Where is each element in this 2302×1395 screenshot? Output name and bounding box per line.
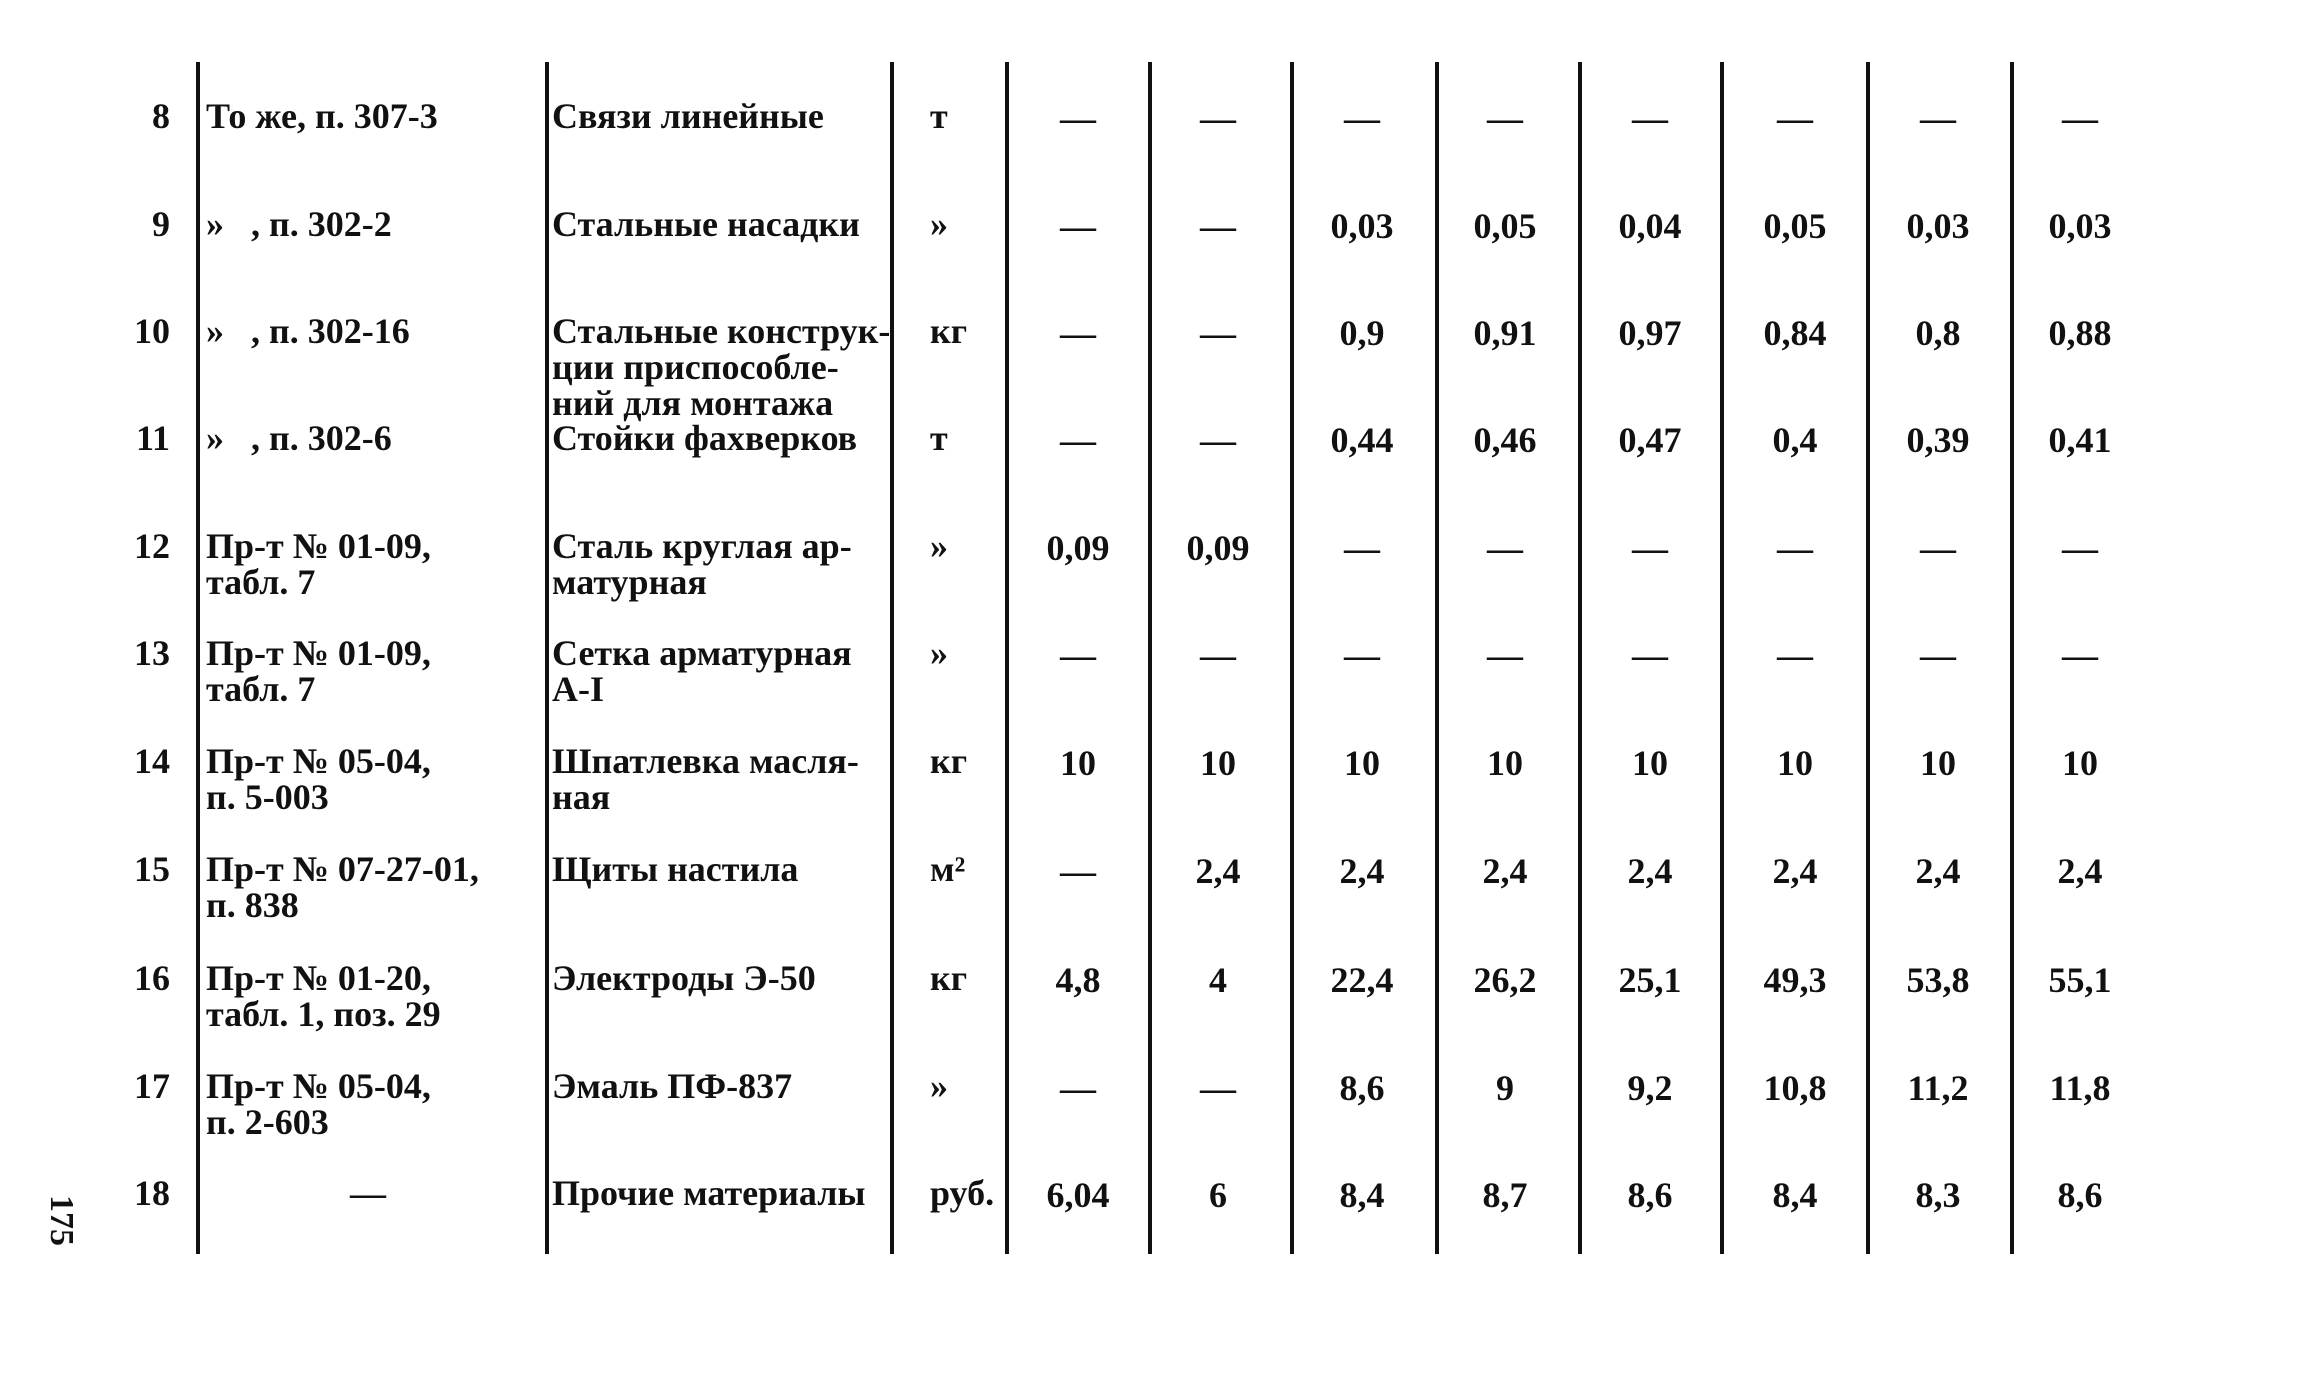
value-cell: 22,4	[1330, 960, 1394, 1000]
source-reference: —	[350, 1173, 386, 1213]
value-cell: —	[1487, 98, 1523, 138]
value-cell: —	[1200, 98, 1236, 138]
value-cell: 4,8	[1055, 960, 1101, 1000]
source-reference: Пр-т № 05-04, п. 2-603	[206, 1066, 431, 1142]
column-rule	[1720, 62, 1724, 1254]
value-cell: —	[1060, 313, 1096, 353]
material-name: Связи линейные	[552, 96, 824, 136]
value-cell: 2,4	[2057, 851, 2103, 891]
value-cell: —	[1777, 635, 1813, 675]
source-reference: » , п. 302-16	[206, 311, 410, 351]
column-rule	[1290, 62, 1294, 1254]
unit: »	[930, 204, 948, 244]
value-cell: 49,3	[1763, 960, 1827, 1000]
value-cell: 10	[1060, 743, 1096, 783]
value-cell: —	[1200, 313, 1236, 353]
value-cell: 11,2	[1907, 1068, 1969, 1108]
source-reference: » , п. 302-2	[206, 204, 392, 244]
value-cell: 0,05	[1473, 206, 1537, 246]
column-rule	[890, 62, 894, 1254]
value-cell: 0,44	[1330, 420, 1394, 460]
unit: кг	[930, 311, 968, 351]
value-cell: —	[1200, 635, 1236, 675]
value-cell: —	[2062, 528, 2098, 568]
column-rule	[1578, 62, 1582, 1254]
value-cell: —	[1344, 528, 1380, 568]
source-reference: » , п. 302-6	[206, 418, 392, 458]
source-reference: То же, п. 307-3	[206, 96, 438, 136]
value-cell: 8,6	[1339, 1068, 1385, 1108]
value-cell: —	[1200, 206, 1236, 246]
value-cell: 0,97	[1618, 313, 1682, 353]
value-cell: —	[1060, 1068, 1096, 1108]
row-number: 12	[134, 526, 170, 566]
value-cell: —	[2062, 635, 2098, 675]
value-cell: 25,1	[1618, 960, 1682, 1000]
value-cell: 11,8	[2049, 1068, 2111, 1108]
column-rule	[2010, 62, 2014, 1254]
row-number: 11	[135, 418, 170, 458]
value-cell: 0,03	[1330, 206, 1394, 246]
value-cell: 9	[1496, 1068, 1514, 1108]
row-number: 17	[134, 1066, 170, 1106]
unit: »	[930, 633, 948, 673]
value-cell: 8,6	[2057, 1175, 2103, 1215]
column-rule	[196, 62, 200, 1254]
value-cell: 10	[1200, 743, 1236, 783]
value-cell: 10	[2062, 743, 2098, 783]
row-number: 14	[134, 741, 170, 781]
value-cell: —	[1920, 98, 1956, 138]
value-cell: 0,88	[2048, 313, 2112, 353]
unit: »	[930, 526, 948, 566]
value-cell: 55,1	[2048, 960, 2112, 1000]
value-cell: 8,4	[1339, 1175, 1385, 1215]
value-cell: —	[1060, 635, 1096, 675]
value-cell: —	[1487, 528, 1523, 568]
value-cell: 0,04	[1618, 206, 1682, 246]
value-cell: 10	[1777, 743, 1813, 783]
material-name: Электроды Э-50	[552, 958, 816, 998]
value-cell: 0,47	[1618, 420, 1682, 460]
value-cell: —	[1060, 851, 1096, 891]
row-number: 9	[152, 204, 170, 244]
value-cell: —	[1060, 420, 1096, 460]
value-cell: 0,46	[1473, 420, 1537, 460]
value-cell: 0,05	[1763, 206, 1827, 246]
material-name: Эмаль ПФ-837	[552, 1066, 793, 1106]
value-cell: —	[1632, 98, 1668, 138]
column-rule	[1866, 62, 1870, 1254]
value-cell: 0,09	[1046, 528, 1110, 568]
unit: т	[930, 96, 948, 136]
value-cell: 9,2	[1627, 1068, 1673, 1108]
source-reference: Пр-т № 01-09, табл. 7	[206, 526, 431, 602]
value-cell: —	[1060, 98, 1096, 138]
value-cell: 6,04	[1046, 1175, 1110, 1215]
value-cell: 0,39	[1906, 420, 1970, 460]
source-reference: Пр-т № 05-04, п. 5-003	[206, 741, 431, 817]
value-cell: 0,9	[1339, 313, 1385, 353]
value-cell: —	[1777, 98, 1813, 138]
value-cell: 6	[1209, 1175, 1227, 1215]
unit: м²	[930, 849, 966, 889]
column-rule	[545, 62, 549, 1254]
value-cell: 2,4	[1915, 851, 1961, 891]
value-cell: 2,4	[1482, 851, 1528, 891]
value-cell: —	[2062, 98, 2098, 138]
value-cell: —	[1920, 635, 1956, 675]
material-name: Сталь круглая ар- матурная	[552, 526, 852, 602]
unit: кг	[930, 958, 968, 998]
unit: т	[930, 418, 948, 458]
column-rule	[1435, 62, 1439, 1254]
value-cell: —	[1920, 528, 1956, 568]
material-name: Стойки фахверков	[552, 418, 858, 458]
value-cell: 10	[1920, 743, 1956, 783]
value-cell: 0,09	[1186, 528, 1250, 568]
row-number: 15	[134, 849, 170, 889]
value-cell: 0,8	[1915, 313, 1961, 353]
value-cell: 8,7	[1482, 1175, 1528, 1215]
value-cell: 0,41	[2048, 420, 2112, 460]
value-cell: 0,03	[1906, 206, 1970, 246]
row-number: 18	[134, 1173, 170, 1213]
material-name: Стальные насадки	[552, 204, 860, 244]
row-number: 16	[134, 958, 170, 998]
page-number: 175	[43, 1195, 80, 1246]
value-cell: —	[1777, 528, 1813, 568]
value-cell: 10	[1632, 743, 1668, 783]
column-rule	[1148, 62, 1152, 1254]
unit: кг	[930, 741, 968, 781]
value-cell: 2,4	[1627, 851, 1673, 891]
value-cell: —	[1344, 635, 1380, 675]
value-cell: 8,3	[1915, 1175, 1961, 1215]
material-name: Прочие материалы	[552, 1173, 866, 1213]
value-cell: —	[1632, 635, 1668, 675]
value-cell: 0,03	[2048, 206, 2112, 246]
material-name: Сетка арматурная А-I	[552, 633, 852, 709]
value-cell: 10	[1344, 743, 1380, 783]
value-cell: 10,8	[1763, 1068, 1827, 1108]
source-reference: Пр-т № 01-20, табл. 1, поз. 29	[206, 958, 441, 1034]
row-number: 8	[152, 96, 170, 136]
material-name: Стальные конструк- ции приспособле- ний для монтажа	[552, 311, 891, 423]
value-cell: 10	[1487, 743, 1523, 783]
value-cell: 0,4	[1772, 420, 1818, 460]
row-number: 13	[134, 633, 170, 673]
unit: руб.	[930, 1173, 995, 1213]
value-cell: —	[1060, 206, 1096, 246]
value-cell: —	[1344, 98, 1380, 138]
value-cell: 8,4	[1772, 1175, 1818, 1215]
value-cell: 4	[1209, 960, 1227, 1000]
material-name: Шпатлевка масля- ная	[552, 741, 859, 817]
value-cell: —	[1200, 420, 1236, 460]
source-reference: Пр-т № 07-27-01, п. 838	[206, 849, 479, 925]
material-name: Щиты настила	[552, 849, 799, 889]
source-reference: Пр-т № 01-09, табл. 7	[206, 633, 431, 709]
value-cell: 53,8	[1906, 960, 1970, 1000]
value-cell: —	[1632, 528, 1668, 568]
value-cell: 26,2	[1473, 960, 1537, 1000]
value-cell: 0,84	[1763, 313, 1827, 353]
unit: »	[930, 1066, 948, 1106]
value-cell: 2,4	[1339, 851, 1385, 891]
value-cell: 2,4	[1772, 851, 1818, 891]
value-cell: —	[1487, 635, 1523, 675]
value-cell: 8,6	[1627, 1175, 1673, 1215]
column-rule	[1005, 62, 1009, 1254]
value-cell: 0,91	[1473, 313, 1537, 353]
value-cell: —	[1200, 1068, 1236, 1108]
row-number: 10	[134, 311, 170, 351]
value-cell: 2,4	[1195, 851, 1241, 891]
